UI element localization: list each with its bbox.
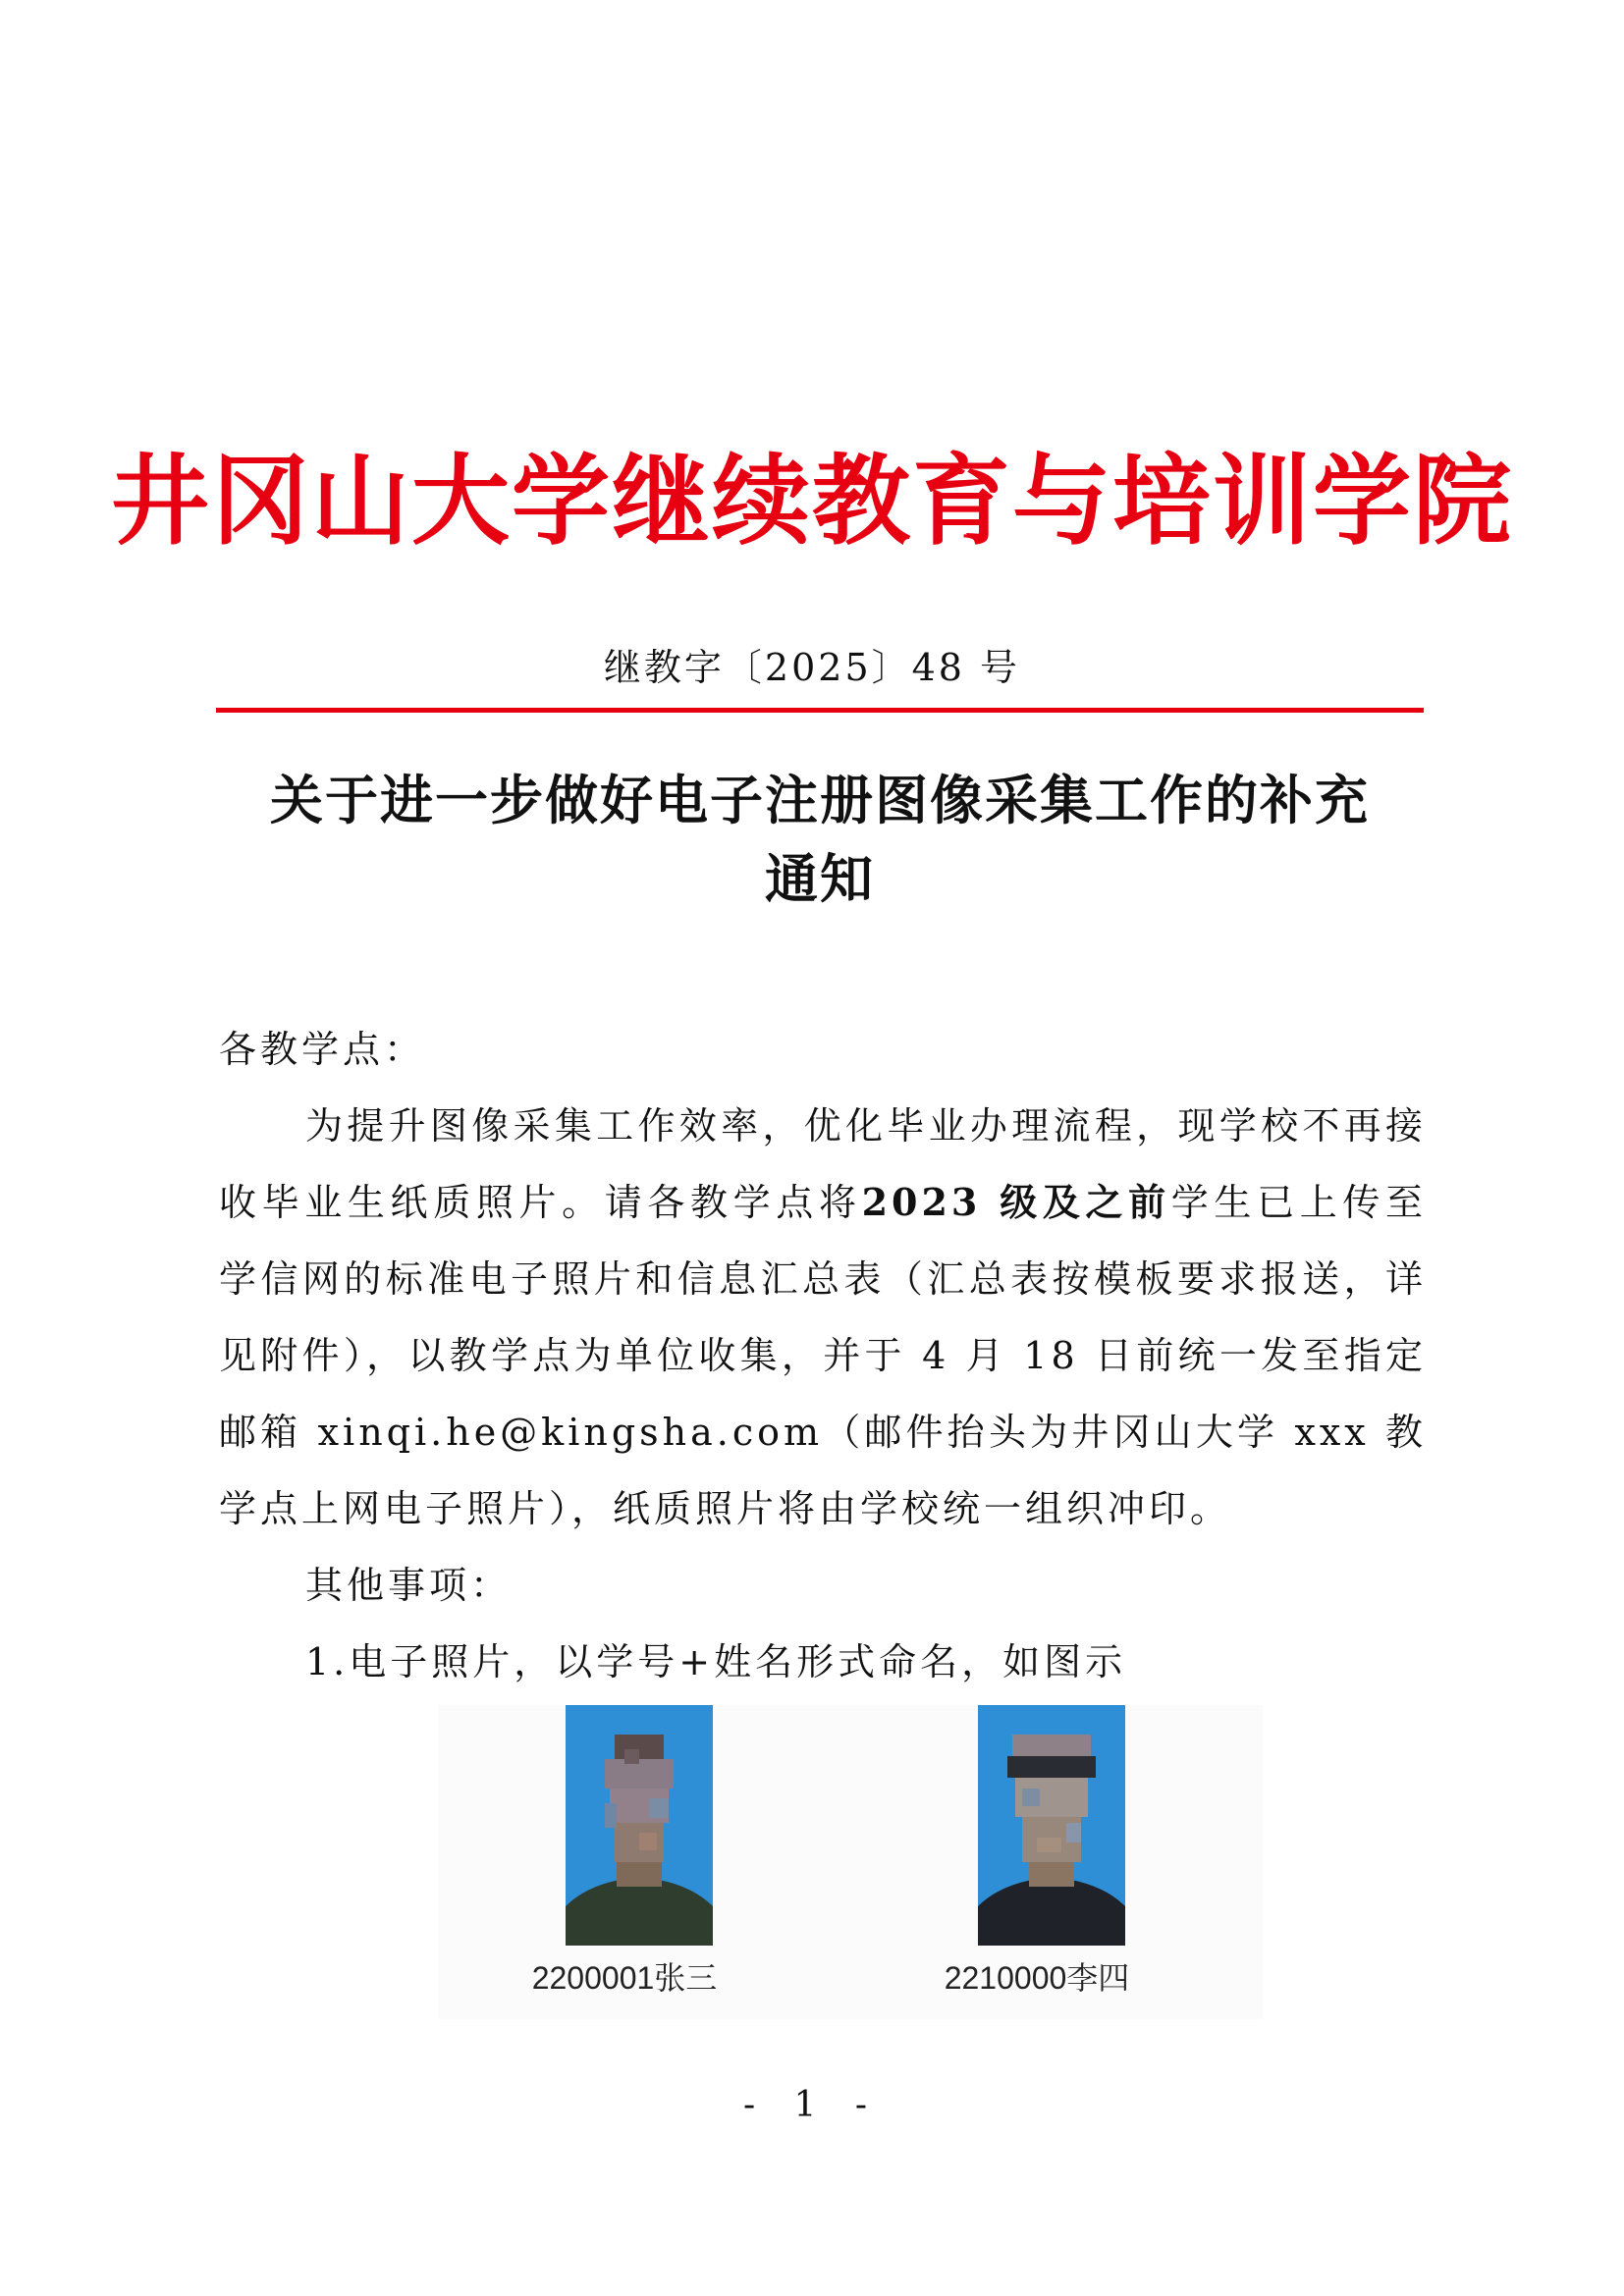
- example-photos-figure: [438, 1705, 1263, 2019]
- photo-caption: 2210000李四: [944, 1960, 1130, 1996]
- notice-title-line-1: 关于进一步做好电子注册图像采集工作的补充: [270, 769, 1370, 831]
- photo-caption: 2200001张三: [531, 1960, 718, 1996]
- student-photo-blurred: [978, 1705, 1125, 1946]
- main-paragraph-text-start: 为提升图像采集工作效率，优化毕业办理流程，现学校不再接收毕业生纸质照片。请各教学点将: [219, 1104, 1427, 1224]
- main-paragraph: [219, 1088, 1427, 1547]
- other-items-heading: 其他事项：: [305, 1564, 513, 1607]
- page-number: - 1 -: [742, 2085, 882, 2125]
- salutation: 各教学点：: [219, 1028, 426, 1071]
- main-paragraph-bold-grade: 2023 级及之前: [861, 1180, 1171, 1224]
- org-header-title: 井冈山大学继续教育与培训学院: [111, 443, 1513, 559]
- example-photo-card: [477, 1705, 772, 2009]
- main-paragraph-text-end: 学生已上传至学信网的标准电子照片和信息汇总表（汇总表按模板要求报送，详见附件），以教学点为单位收集，并于 4 月 18 日前统一发至指定邮箱 xinqi.he@kingsha.com（邮件抬头为井冈山大学 xxx 教学点上网电子照片），纸质照片将由学校统一组织冲印。: [219, 1181, 1427, 1530]
- notice-title: [216, 761, 1424, 918]
- student-photo-blurred: [566, 1705, 713, 1946]
- red-divider-line: [216, 708, 1424, 713]
- example-photo-card: [890, 1705, 1184, 2009]
- document-number: 继教字〔2025〕48 号: [603, 646, 1021, 689]
- item-1-text: 1.电子照片，以学号+姓名形式命名，如图示: [305, 1640, 1127, 1683]
- notice-title-line-2: 通知: [765, 847, 875, 910]
